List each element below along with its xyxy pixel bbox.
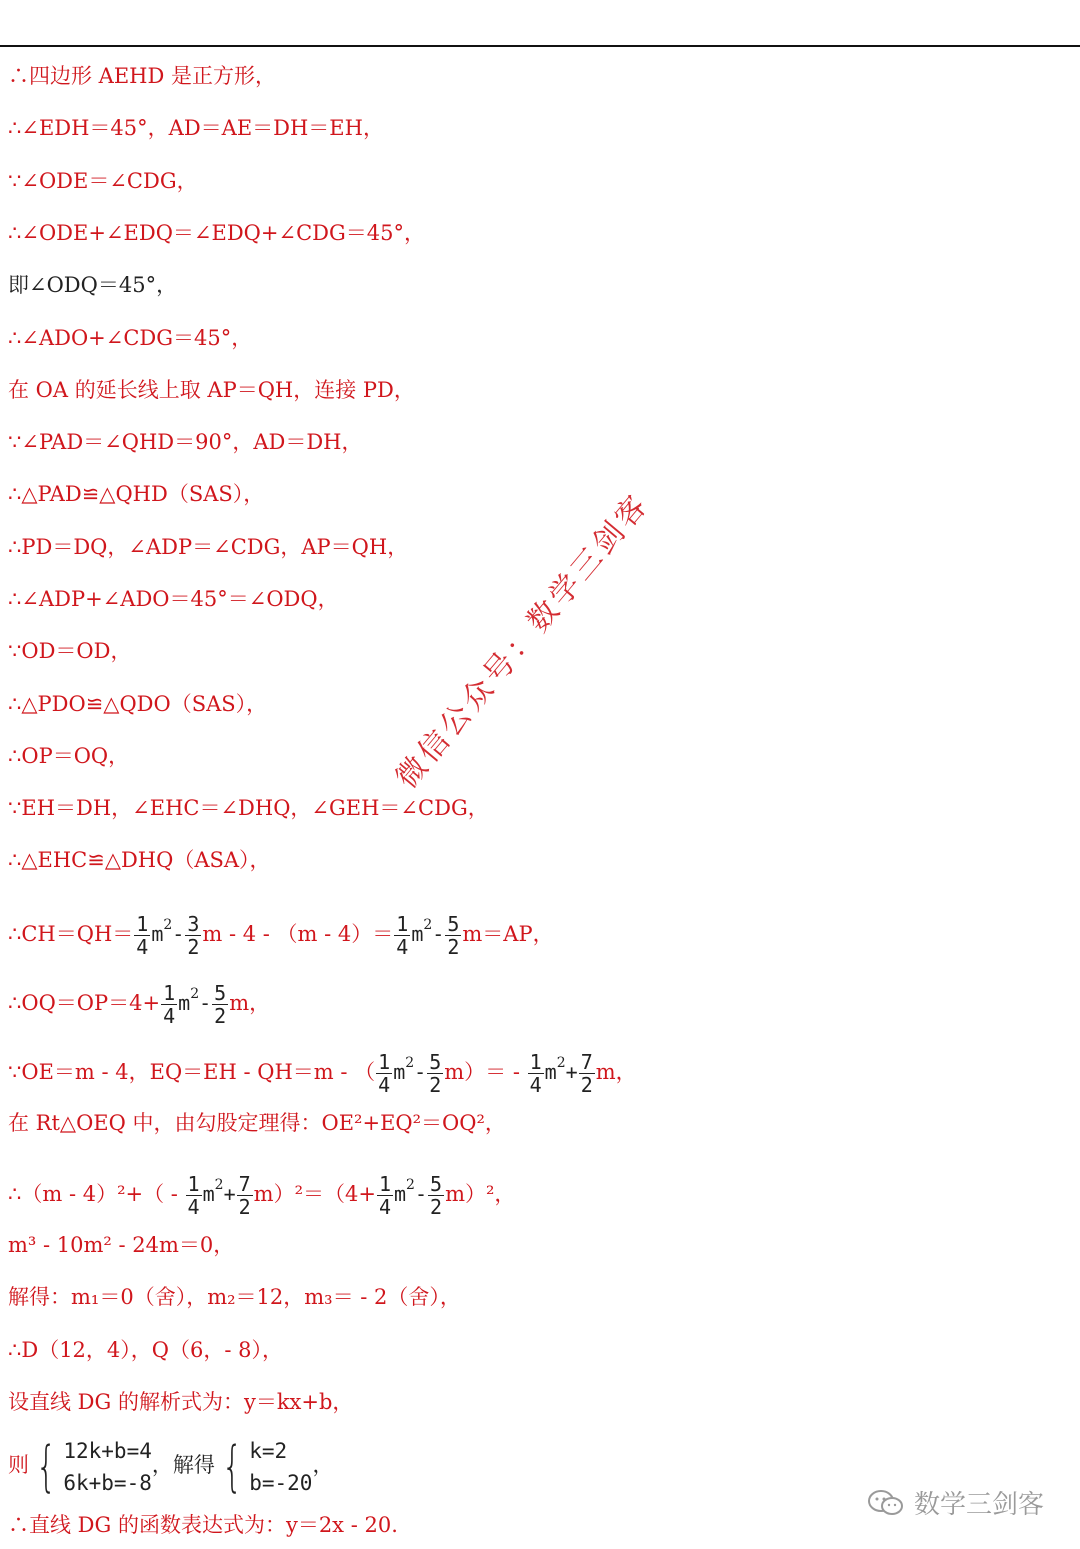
minus-sign: - [199, 991, 212, 1015]
exponent: 2 [556, 1055, 566, 1071]
line-18-end: m， [229, 991, 271, 1015]
proof-line-13: ∴△PDO≌△QDO（SAS）， [8, 692, 268, 716]
proof-line-22: m³ - 10m² - 24m＝0， [8, 1233, 235, 1257]
brand-badge [866, 1484, 1044, 1521]
fraction-quarter: $\frac{1}{4}$ [378, 1172, 391, 1219]
exponent: 2 [190, 986, 200, 1002]
line-17-mid: m - 4 - （m - 4）＝ [202, 922, 394, 946]
line-21-mid: m）²＝（4+ [253, 1182, 376, 1206]
proof-line-10: ∴PD＝DQ，∠ADP＝∠CDG，AP＝QH， [8, 535, 409, 559]
m-term: m [544, 1060, 557, 1084]
watermark-text: 微信公众号：数学三剑客 [389, 486, 657, 796]
line-26-suffix: ， [312, 1453, 334, 1477]
line-21-end: m）²， [445, 1182, 516, 1206]
proof-line-24: ∴D（12，4），Q（6，- 8）， [8, 1338, 283, 1362]
line-19-end: m， [595, 1060, 637, 1084]
minus-sign: - [172, 922, 185, 946]
line-19-mid: m）＝ - [444, 1060, 527, 1084]
proof-line-1: ∴四边形 AEHD 是正方形， [8, 64, 276, 88]
equation-row: k=2 [249, 1438, 288, 1463]
line-17-end: m＝AP， [462, 922, 554, 946]
minus-sign: - [414, 1060, 427, 1084]
exponent: 2 [214, 1177, 224, 1193]
line-26-prefix: 则 [8, 1453, 29, 1477]
left-brace: { [221, 1434, 243, 1498]
equation-row: 6k+b=-8 [63, 1470, 152, 1495]
fraction-quarter: $\frac{1}{4}$ [378, 1050, 391, 1097]
proof-line-12: ∵OD＝OD， [8, 639, 132, 663]
top-rule [0, 45, 1080, 47]
proof-line-26 [8, 1430, 333, 1500]
proof-line-20: 在 Rt△OEQ 中，由勾股定理得：OE²+EQ²＝OQ²， [8, 1111, 506, 1135]
proof-line-2: ∴∠EDH＝45°，AD＝AE＝DH＝EH， [8, 116, 384, 140]
proof-line-18 [8, 964, 271, 1028]
line-26-mid: ，解得 [151, 1453, 215, 1477]
m-term: m [178, 991, 191, 1015]
brand-label: 数学三剑客 [913, 1490, 1044, 1520]
proof-line-14: ∴OP＝OQ， [8, 744, 130, 768]
proof-line-15: ∵EH＝DH，∠EHC＝∠DHQ，∠GEH＝∠CDG， [8, 796, 489, 820]
plus-sign: + [565, 1060, 578, 1084]
fraction-seven-half: $\frac{7}{2}$ [580, 1050, 593, 1097]
proof-line-23: 解得：m₁＝0（舍），m₂＝12，m₃＝ - 2（舍）， [8, 1285, 461, 1309]
proof-line-4: ∴∠ODE+∠EDQ＝∠EDQ+∠CDG＝45°， [8, 221, 425, 245]
equation-system-1 [63, 1435, 152, 1499]
fraction-quarter: $\frac{1}{4}$ [136, 912, 149, 959]
proof-line-9: ∴△PAD≌△QHD（SAS）， [8, 482, 265, 506]
line-19-start: ∵OE＝m - 4，EQ＝EH - QH＝m - （ [8, 1060, 376, 1084]
line-17-start: ∴CH＝QH＝ [8, 922, 134, 946]
plus-sign: + [223, 1182, 236, 1206]
proof-line-16: ∴△EHC≌△DHQ（ASA）， [8, 848, 271, 872]
fraction-three-half: $\frac{3}{2}$ [187, 912, 200, 959]
exponent: 2 [406, 1177, 415, 1193]
proof-line-6: ∴∠ADO+∠CDG＝45°， [8, 326, 253, 350]
fraction-five-half: $\frac{5}{2}$ [447, 912, 460, 959]
proof-line-27: ∴直线 DG 的函数表达式为：y＝2x - 20. [8, 1513, 398, 1537]
exponent: 2 [423, 917, 433, 933]
m-term: m [151, 922, 164, 946]
line-18-start: ∴OQ＝OP＝4+ [8, 991, 161, 1015]
equation-row: b=-20 [249, 1470, 313, 1495]
minus-sign: - [414, 1182, 428, 1206]
proof-line-19 [8, 1033, 637, 1097]
fraction-quarter: $\frac{1}{4}$ [187, 1172, 200, 1219]
fraction-seven-half: $\frac{7}{2}$ [238, 1172, 251, 1219]
left-brace: { [35, 1434, 57, 1498]
minus-sign: - [432, 922, 445, 946]
fraction-quarter: $\frac{1}{4}$ [396, 912, 409, 959]
proof-line-21 [8, 1155, 516, 1219]
m-term: m [393, 1060, 406, 1084]
m-term: m [411, 922, 424, 946]
fraction-five-half: $\frac{5}{2}$ [430, 1172, 443, 1219]
fraction-quarter: $\frac{1}{4}$ [163, 981, 176, 1028]
proof-line-8: ∵∠PAD＝∠QHD＝90°，AD＝DH， [8, 430, 363, 454]
exponent: 2 [163, 917, 173, 933]
m-term: m [202, 1182, 215, 1206]
wechat-icon [866, 1488, 906, 1518]
fraction-five-half: $\frac{5}{2}$ [214, 981, 227, 1028]
line-21-start: ∴（m - 4）²+（ - [8, 1182, 185, 1206]
fraction-five-half: $\frac{5}{2}$ [429, 1050, 442, 1097]
proof-line-17 [8, 895, 554, 959]
exponent: 2 [405, 1055, 415, 1071]
proof-line-5: 即∠ODQ＝45°， [8, 273, 178, 297]
proof-line-11: ∴∠ADP+∠ADO＝45°＝∠ODQ， [8, 587, 339, 611]
proof-line-7: 在 OA 的延长线上取 AP＝QH，连接 PD， [8, 378, 415, 402]
proof-line-25: 设直线 DG 的解析式为：y＝kx+b， [8, 1390, 354, 1414]
proof-line-3: ∵∠ODE＝∠CDG， [8, 169, 198, 193]
m-term: m [394, 1182, 407, 1206]
equation-system-2 [249, 1435, 312, 1499]
equation-row: 12k+b=4 [63, 1438, 152, 1463]
fraction-quarter: $\frac{1}{4}$ [529, 1050, 542, 1097]
